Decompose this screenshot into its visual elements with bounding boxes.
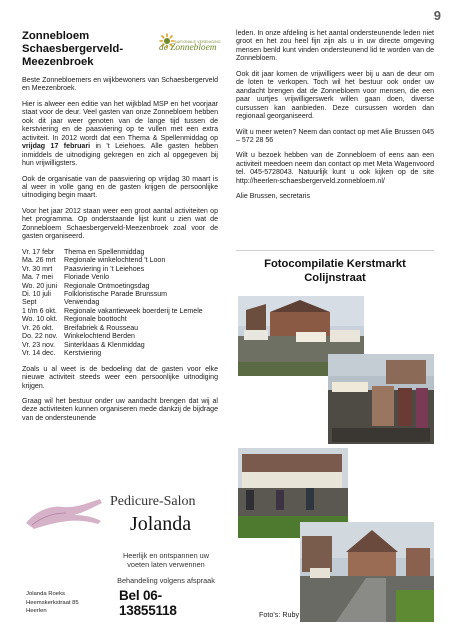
schedule-row — [22, 299, 218, 307]
schedule-date: Vr. 17 febr — [22, 248, 55, 256]
activity-schedule — [22, 249, 218, 359]
address-line: Heemskerkstraat 85 — [26, 599, 79, 606]
salon-name: Pedicure-Salon — [110, 494, 196, 509]
section-divider — [236, 250, 434, 251]
article-title: Zonnebloem Schaesbergerveld-Meezenbroek — [22, 30, 124, 68]
paragraph-intro — [22, 101, 218, 169]
schedule-row — [22, 333, 218, 341]
logo-brand: de Zonnebloem — [159, 43, 217, 53]
address-line: Jolanda Roeks — [26, 591, 65, 597]
right-column — [236, 30, 434, 209]
schedule-event: Regionale winkelochtend 't Loon — [64, 257, 166, 265]
paragraph-members: leden. In onze afdeling is het aantal ondersteunende leden niet groot en het zou heel fijn zijn als u in uw directe omgeving mensen benld kunt vinden ondersteunend lid te worden van de Zonnebloem. — [236, 30, 434, 63]
paragraph-invitation: Zoals u al weet is de bedoeling dat de gasten voor elke nieuwe activiteit steeds weer een persoonlijke uitnodiging krijgen. — [22, 365, 218, 390]
paragraph-program: Voor het jaar 2012 staan weer een groot aantal activiteiten op het programma. Op onderstaande lijst kunt u zien wat de Zonnebloem Schaesbergerveld-Meezenbroek zoal voor de gasten organiseerd. — [22, 207, 218, 241]
schedule-row — [22, 291, 218, 299]
schedule-event: Paasviering in 't Leiehoes — [64, 265, 145, 273]
schedule-date: Vr. 30 mrt — [22, 265, 53, 273]
owner-name: Jolanda — [130, 513, 192, 535]
hand-illustration — [24, 493, 104, 531]
logo-tagline: NATIONALE VERENIGING — [175, 40, 221, 44]
schedule-event: Floriade Venlo — [64, 274, 110, 282]
pedicure-advertisement — [22, 491, 218, 628]
page-number: 9 — [433, 8, 441, 23]
paragraph-easter: Ook de organisatie van de paasviering op vrijdag 30 maart is al weer in volle gang en de gasten krijgen de persoonlijke uitnodiging begin maart. — [22, 175, 218, 200]
paragraph-contact: Wilt u meer weten? Neem dan contact op met Alie Brussen 045 – 572 28 56 — [236, 128, 434, 144]
paragraph-greeting: Beste Zonnebloemers en wijkbewoners van Schaesbergerveld en Meezenbroek. — [22, 77, 218, 93]
schedule-event: Kerstviering — [64, 350, 102, 358]
schedule-row — [22, 342, 218, 350]
ad-appointment: Behandeling volgens afspraak — [117, 576, 215, 585]
schedule-row — [22, 257, 218, 265]
schedule-event: Breifabriek & Rousseau — [64, 324, 139, 332]
schedule-date: Sept — [22, 299, 37, 307]
paragraph-intro-text-end: in 't Leiehoes. Alle gasten hebben inmiddels de uitnodiging gekregen en zich al opgegeven bij hun vrijwilligsters. — [22, 143, 218, 168]
schedule-date: Do. 22 nov. — [22, 333, 58, 341]
schedule-row — [22, 274, 218, 282]
schedule-date: 1 t/m 6 okt. — [22, 307, 57, 315]
schedule-event: Regionale boottocht — [64, 316, 127, 324]
schedule-date: Ma. 7 mei — [22, 274, 53, 282]
schedule-row — [22, 283, 218, 291]
schedule-row — [22, 316, 218, 324]
photo-compilation — [236, 290, 434, 626]
schedule-date: Wo. 20 juni — [22, 282, 58, 290]
schedule-row — [22, 249, 218, 257]
left-column — [22, 30, 221, 430]
ad-address — [26, 590, 79, 616]
paragraph-intro-text: Hier is alweer een editie van het wijkblad MSP en het voorjaar staat voor de deur. Veel gasten van onze Zonnebloem hebben ook dit jaar weer genoten van de lange tijd tussen de kerstviering en de paasviering op te vullen met een extra activiteit. In 2012 wordt dat een Thema & Spellenmiddag op — [22, 100, 218, 142]
schedule-event: Regionale Ontmoetingsdag — [64, 282, 150, 290]
paragraph-volunteers: Ook dit jaar komen de vrijwilligers weer bij u aan de deur om de loten te verkopen. Toch wil het bestuur ook onder uw aandacht brengen dat de Zonnebloem voor mensen, die een paar uurtjes vrijwilligerswerk willen gaan doen, diverse cursussen kan aanbieden. Deze cursussen worden dan regionaal georganiseerd. — [236, 70, 434, 121]
paragraph-signature: Alie Brussen, secretaris — [236, 193, 311, 201]
schedule-row — [22, 308, 218, 316]
photo-market-2 — [328, 354, 434, 444]
schedule-event: Winkelochtend Berden — [64, 333, 135, 341]
ad-phone: Bel 06-13855118 — [119, 588, 177, 618]
zonnebloem-logo — [157, 32, 223, 58]
photo-section-title: Fotocompilatie Kerstmarkt Colijnstraat — [264, 258, 406, 284]
schedule-event: Verwendag — [64, 299, 100, 307]
schedule-event: Regionale vakantieweek boerderij te Lemele — [64, 307, 203, 315]
schedule-date: Vr. 14 dec. — [22, 350, 56, 358]
ad-tagline: Heerlijk en ontspannen uw voeten laten verwennen — [123, 551, 209, 570]
schedule-event: Thema en Spellenmiddag — [64, 248, 145, 256]
highlight-date: vrijdag 17 februari — [22, 143, 91, 151]
schedule-event: Sinterklaas & Klenmiddag — [64, 341, 145, 349]
schedule-date: Wo. 10 okt. — [22, 316, 58, 324]
schedule-event: Folkloristische Parade Brunssum — [64, 290, 168, 298]
schedule-date: Di. 10 juli — [22, 290, 51, 298]
schedule-date: Vr. 26 okt. — [22, 324, 54, 332]
address-line: Heerlen — [26, 608, 47, 614]
schedule-row — [22, 350, 218, 358]
photo-collage — [236, 290, 434, 626]
photo-market-4 — [300, 522, 434, 622]
schedule-row — [22, 266, 218, 274]
schedule-row — [22, 325, 218, 333]
photo-caption: Foto's: Ruby — [259, 610, 300, 619]
schedule-date: Ma. 26 mrt — [22, 257, 56, 265]
schedule-date: Vr. 23 nov. — [22, 341, 55, 349]
paragraph-visit: Wilt u bezoek hebben van de Zonnebloem of eens aan een activiteit meedoen neem dan contact op met Meta Wagenvoord tel. 045-5728043. Natuurlijk kunt u ook kijken op de site http://heerlen-schaesbergerveld.zonnebloem.nl/ — [236, 152, 434, 185]
paragraph-support: Graag wil het bestuur onder uw aandacht brengen dat wij al deze activiteiten kunnen organiseren mede dankzij de bijdrage van de ondersteunende — [22, 397, 218, 422]
